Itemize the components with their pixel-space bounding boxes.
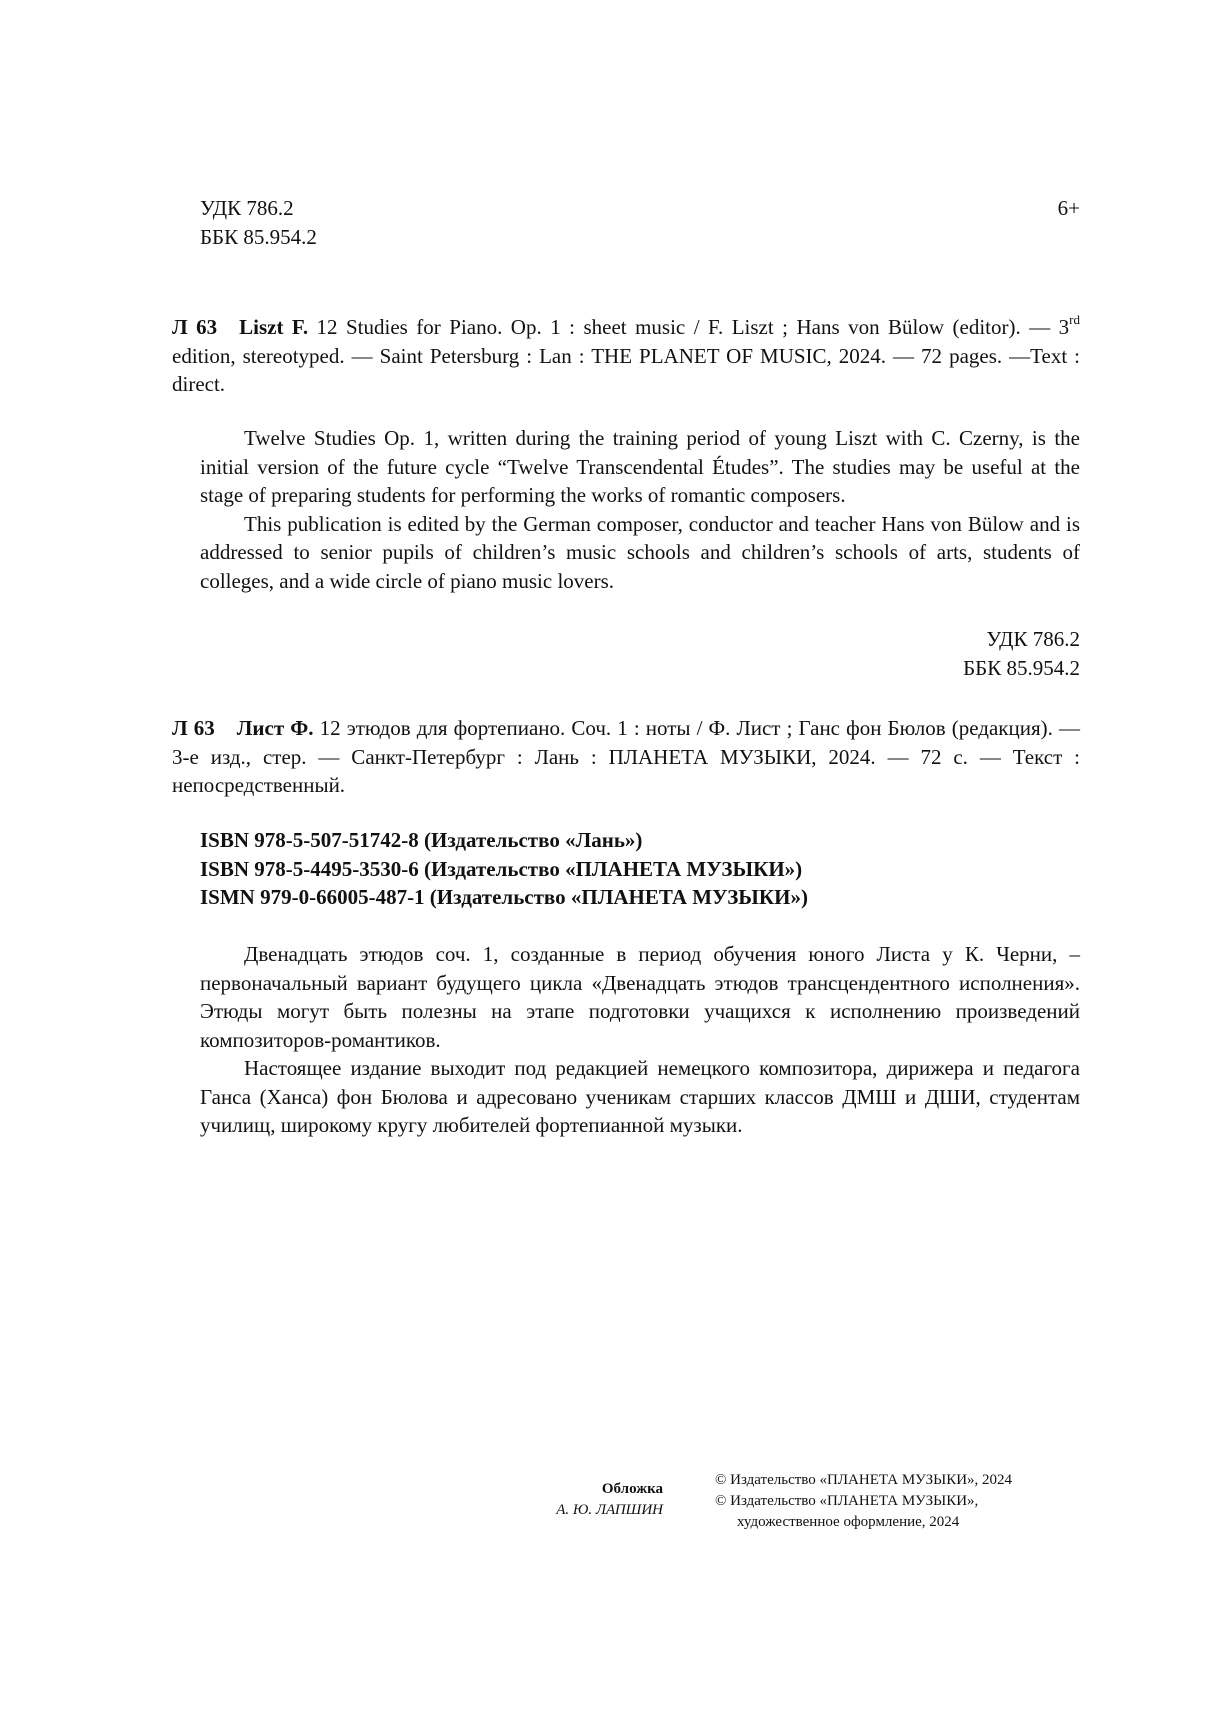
- entry-text-part1: 12 Studies for Piano. Op. 1 : sheet music / F. Liszt ; Hans von Bülow (editor). — 3: [308, 315, 1070, 339]
- udk-code: УДК 786.2: [200, 196, 294, 220]
- bbk-code: ББК 85.954.2: [963, 655, 1080, 680]
- entry-text-part2: edition, stereotyped. — Saint Petersburg : Lan : THE PLANET OF MUSIC, 2024. — 72 pages. —Text : direct.: [172, 343, 1080, 396]
- abstract-paragraph: Настоящее издание выходит под редакцией немецкого композитора, дирижера и педагога Ганса (Ханса) фон Бюлова и адресовано ученикам старших классов ДМШ и ДШИ, студентам училищ, широкому кругу любителей фортепианной музыки.: [200, 1056, 1080, 1137]
- abstract-paragraph: This publication is edited by the German composer, conductor and teacher Hans von Bülow and is addressed to senior pupils of children’s music schools and children’s schools of arts, students of colleges, and a wide circle of piano music lovers.: [200, 511, 1080, 593]
- bibliographic-entry-russian: [172, 714, 1080, 800]
- bbk-code: ББК 85.954.2: [200, 224, 317, 249]
- classification-block-top: [200, 194, 317, 251]
- abstract-english: [200, 424, 1080, 595]
- catalog-code: Л 63: [172, 315, 218, 339]
- identifier-block: [200, 826, 808, 912]
- cover-credit: [480, 1479, 663, 1521]
- copyright-line: © Издательство «ПЛАНЕТА МУЗЫКИ», 2024: [715, 1472, 1013, 1488]
- abstract-russian: [200, 940, 1080, 1140]
- isbn-planet: ISBN 978-5-4495-3530-6 (Издательство «ПЛАНЕТА МУЗЫКИ»): [200, 856, 803, 881]
- cover-label: Обложка: [601, 1481, 663, 1497]
- ismn-planet: ISMN 979-0-66005-487-1 (Издательство «ПЛАНЕТА МУЗЫКИ»): [200, 885, 808, 909]
- udk-code: УДК 786.2: [986, 627, 1080, 651]
- abstract-paragraph: Двенадцать этюдов соч. 1, созданные в период обучения юного Листа у К. Черни, – первоначальный вариант будущего цикла «Двенадцать этюдов трансцендентного исполнения». Этюды могут быть полезны на этапе подготовки учащихся к исполнению произведений композиторов-романтиков.: [200, 942, 1080, 1052]
- copyright-block: [715, 1470, 1012, 1533]
- copyright-line: художественное оформление, 2024: [737, 1514, 960, 1530]
- classification-block-right: [880, 625, 1080, 682]
- catalog-code: Л 63: [172, 716, 215, 740]
- author-name: Лист Ф.: [236, 716, 314, 740]
- author-name: Liszt F.: [239, 315, 309, 339]
- isbn-lan: ISBN 978-5-507-51742-8 (Издательство «Лань»): [200, 828, 643, 852]
- bibliographic-entry-english: [172, 313, 1080, 399]
- cover-artist: А. Ю. ЛАПШИН: [556, 1502, 663, 1518]
- copyright-line: © Издательство «ПЛАНЕТА МУЗЫКИ»,: [715, 1493, 979, 1509]
- ordinal-suffix: rd: [1069, 312, 1081, 327]
- age-rating: 6+: [1057, 196, 1080, 220]
- entry-text: 12 этюдов для фортепиано. Соч. 1 : ноты / Ф. Лист ; Ганс фон Бюлов (редакция). — 3-е изд., стер. — Санкт-Петербург : Лань : ПЛАНЕТА МУЗЫКИ, 2024. — 72 с. — Текст : непосредственный.: [172, 716, 1080, 797]
- abstract-paragraph: Twelve Studies Op. 1, written during the training period of young Liszt with C. Czerny, is the initial version of the future cycle “Twelve Transcendental Études”. The studies may be useful at the stage of preparing students for performing the works of romantic composers.: [200, 426, 1080, 507]
